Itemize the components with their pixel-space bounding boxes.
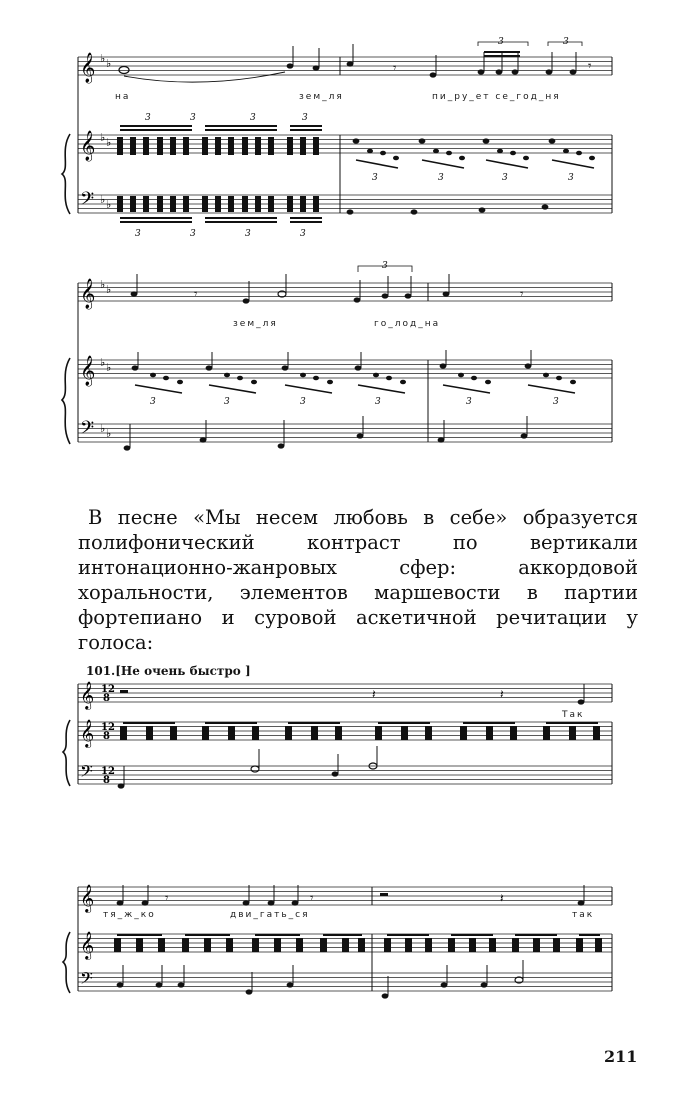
lyric: Так — [562, 710, 585, 720]
treble-clef-icon: 𝄞 — [80, 279, 96, 309]
svg-text:♭: ♭ — [106, 198, 112, 211]
bass-clef-icon: 𝄢 — [80, 968, 93, 992]
treble-clef-icon: 𝄞 — [80, 53, 96, 83]
svg-text:𝄾: 𝄾 — [310, 891, 314, 906]
svg-text:12: 12 — [101, 766, 115, 777]
tuplet-mark: 3 — [135, 229, 141, 239]
tuplet-mark: 3 — [302, 113, 308, 123]
svg-text:♭: ♭ — [106, 136, 112, 149]
tuplet-mark: 3 — [300, 397, 306, 407]
svg-text:8: 8 — [103, 693, 110, 704]
lyric: пи_ру_ет се_год_ня — [432, 92, 561, 102]
svg-text:𝄽: 𝄽 — [500, 687, 504, 701]
tuplet-mark: 3 — [372, 173, 378, 183]
bass-clef-icon: 𝄢 — [80, 418, 95, 443]
tuplet-mark: 3 — [568, 173, 574, 183]
tuplet-mark: 3 — [250, 113, 256, 123]
treble-clef-icon: 𝄞 — [80, 719, 95, 747]
lyric: зем_ля — [233, 319, 278, 329]
lyric: зем_ля — [299, 92, 344, 102]
svg-text:𝄽: 𝄽 — [372, 687, 376, 701]
svg-text:8: 8 — [103, 731, 110, 742]
tuplet-mark: 3 — [150, 397, 156, 407]
tuplet-mark: 3 — [190, 229, 196, 239]
treble-clef-icon: 𝄞 — [80, 681, 95, 709]
example-number: 101. — [86, 664, 116, 678]
tuplet-mark: 3 — [145, 113, 151, 123]
page-number: 211 — [604, 1047, 638, 1066]
tuplet-mark: 3 — [438, 173, 444, 183]
treble-clef-icon: 𝄞 — [80, 884, 95, 912]
svg-text:♭: ♭ — [100, 52, 106, 65]
svg-text:♭: ♭ — [106, 283, 112, 296]
tuplet-mark: 3 — [553, 397, 559, 407]
svg-text:♭: ♭ — [100, 131, 106, 144]
svg-text:♭: ♭ — [106, 57, 112, 70]
tempo-marking: [Не очень быстро ] — [115, 664, 251, 678]
tuplet-mark: 3 — [498, 37, 504, 47]
svg-text:𝄾: 𝄾 — [194, 287, 198, 302]
svg-text:𝄾: 𝄾 — [393, 61, 397, 76]
tuplet-mark: 3 — [375, 397, 381, 407]
svg-text:𝄽: 𝄽 — [500, 891, 504, 905]
svg-text:8: 8 — [103, 775, 110, 786]
svg-text:12: 12 — [101, 722, 115, 733]
tuplet-mark: 3 — [224, 397, 230, 407]
tuplet-mark: 3 — [563, 37, 569, 47]
svg-text:♭: ♭ — [106, 361, 112, 374]
bass-clef-icon: 𝄢 — [80, 189, 95, 214]
svg-text:𝄾: 𝄾 — [520, 287, 524, 302]
treble-clef-icon: 𝄞 — [80, 131, 96, 161]
lyric: тя_ж_ко — [103, 910, 156, 920]
svg-text:♭: ♭ — [100, 356, 106, 369]
tuplet-mark: 3 — [466, 397, 472, 407]
svg-text:𝄾: 𝄾 — [588, 59, 592, 74]
svg-text:♭: ♭ — [100, 422, 106, 435]
treble-clef-icon: 𝄞 — [80, 356, 96, 386]
lyric: на — [115, 92, 131, 102]
tuplet-mark: 3 — [190, 113, 196, 123]
treble-clef-icon: 𝄞 — [80, 931, 95, 959]
tuplet-mark: 3 — [300, 229, 306, 239]
svg-text:♭: ♭ — [100, 193, 106, 206]
lyric: так — [572, 910, 595, 920]
svg-text:𝄾: 𝄾 — [165, 891, 169, 906]
paragraph-text: В песне «Мы несем любовь в себе» образуется полифонический контраст по вертикали интонационно-жанровых сфер: аккордовой хоральности, элементов маршевости в партии фортепиано и суровой аскетичной речитации у голоса: — [78, 506, 638, 654]
tuplet-mark: 3 — [382, 261, 388, 271]
tuplet-mark: 3 — [245, 229, 251, 239]
lyric: го_лод_на — [374, 319, 441, 329]
bass-clef-icon: 𝄢 — [80, 761, 93, 785]
lyric: дви_гать_ся — [230, 910, 310, 920]
svg-text:♭: ♭ — [106, 427, 112, 440]
svg-text:♭: ♭ — [100, 278, 106, 291]
tuplet-mark: 3 — [502, 173, 508, 183]
svg-text:12: 12 — [101, 684, 115, 695]
